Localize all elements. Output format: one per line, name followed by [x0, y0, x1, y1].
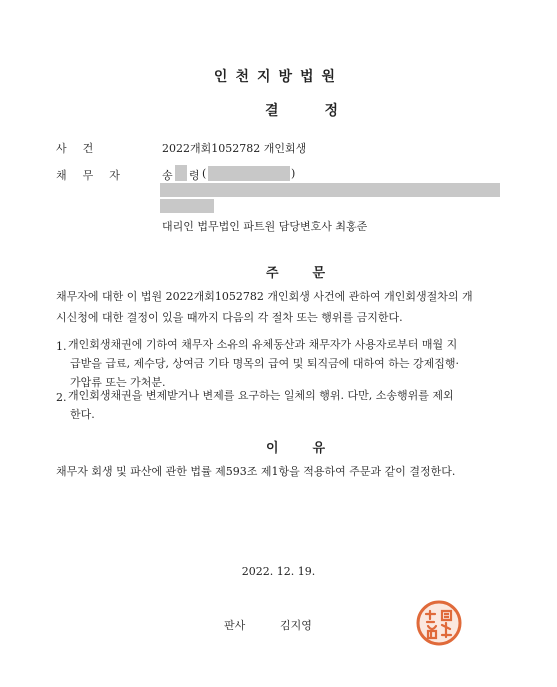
debtor-paren-open: ( [202, 167, 207, 180]
debtor-name-first: 송 [162, 169, 173, 182]
redacted-id-number [208, 166, 290, 181]
debtor-name-last: 령 [189, 169, 200, 182]
order-item-2-line-1: 개인회생채권을 변제받거나 변제를 요구하는 일체의 행위. 다만, 소송행위를 제외 [68, 389, 454, 402]
document-title: 결정 [264, 103, 385, 119]
decision-date: 2022. 12. 19. [241, 565, 316, 578]
order-item-1-number: 1. [56, 340, 67, 353]
redacted-name [175, 165, 187, 181]
order-item-1-line-3: 가압류 또는 가처분. [70, 376, 166, 389]
order-item-1-line-2: 급받을 급료, 제수당, 상여금 기타 명목의 급여 및 퇴직금에 대하여 하는 강제집행· [70, 357, 459, 370]
order-item-2 [68, 386, 454, 424]
judge-seal-stamp-icon [416, 600, 462, 646]
case-label: 사건 [56, 142, 110, 155]
order-item-1-line-1: 개인회생채권에 기하여 채무자 소유의 유체동산과 채무자가 사용자로부터 매월 지 [68, 338, 458, 351]
representative: 대리인 법무법인 파트원 담당변호사 최홍준 [162, 220, 368, 233]
order-item-1 [68, 335, 459, 392]
redacted-address-line-2 [160, 199, 214, 213]
debtor-label: 채무자 [56, 169, 136, 182]
judge-name: 김지영 [280, 619, 312, 632]
order-item-2-number: 2. [56, 391, 67, 404]
judge-role: 판사 [224, 619, 246, 632]
reason-section-title: 이유 [265, 441, 360, 456]
order-item-2-line-2: 한다. [70, 408, 95, 421]
reason-text: 채무자 회생 및 파산에 관한 법률 제593조 제1항을 적용하여 주문과 같이 결정한다. [56, 465, 456, 478]
order-intro-line-2: 시신청에 대한 결정이 있을 때까지 다음의 각 절차 또는 행위를 금지한다. [56, 311, 403, 324]
debtor-paren-close: ) [291, 167, 296, 180]
order-section-title: 주문 [265, 266, 360, 281]
court-name: 인천지방법원 [213, 69, 344, 85]
case-number: 2022개회1052782 개인회생 [162, 142, 307, 155]
order-intro-line-1: 채무자에 대한 이 법원 2022개회1052782 개인회생 사건에 관하여 개인회생절차의 개 [56, 290, 473, 303]
redacted-address-line-1 [160, 183, 500, 197]
order-intro [56, 286, 473, 328]
